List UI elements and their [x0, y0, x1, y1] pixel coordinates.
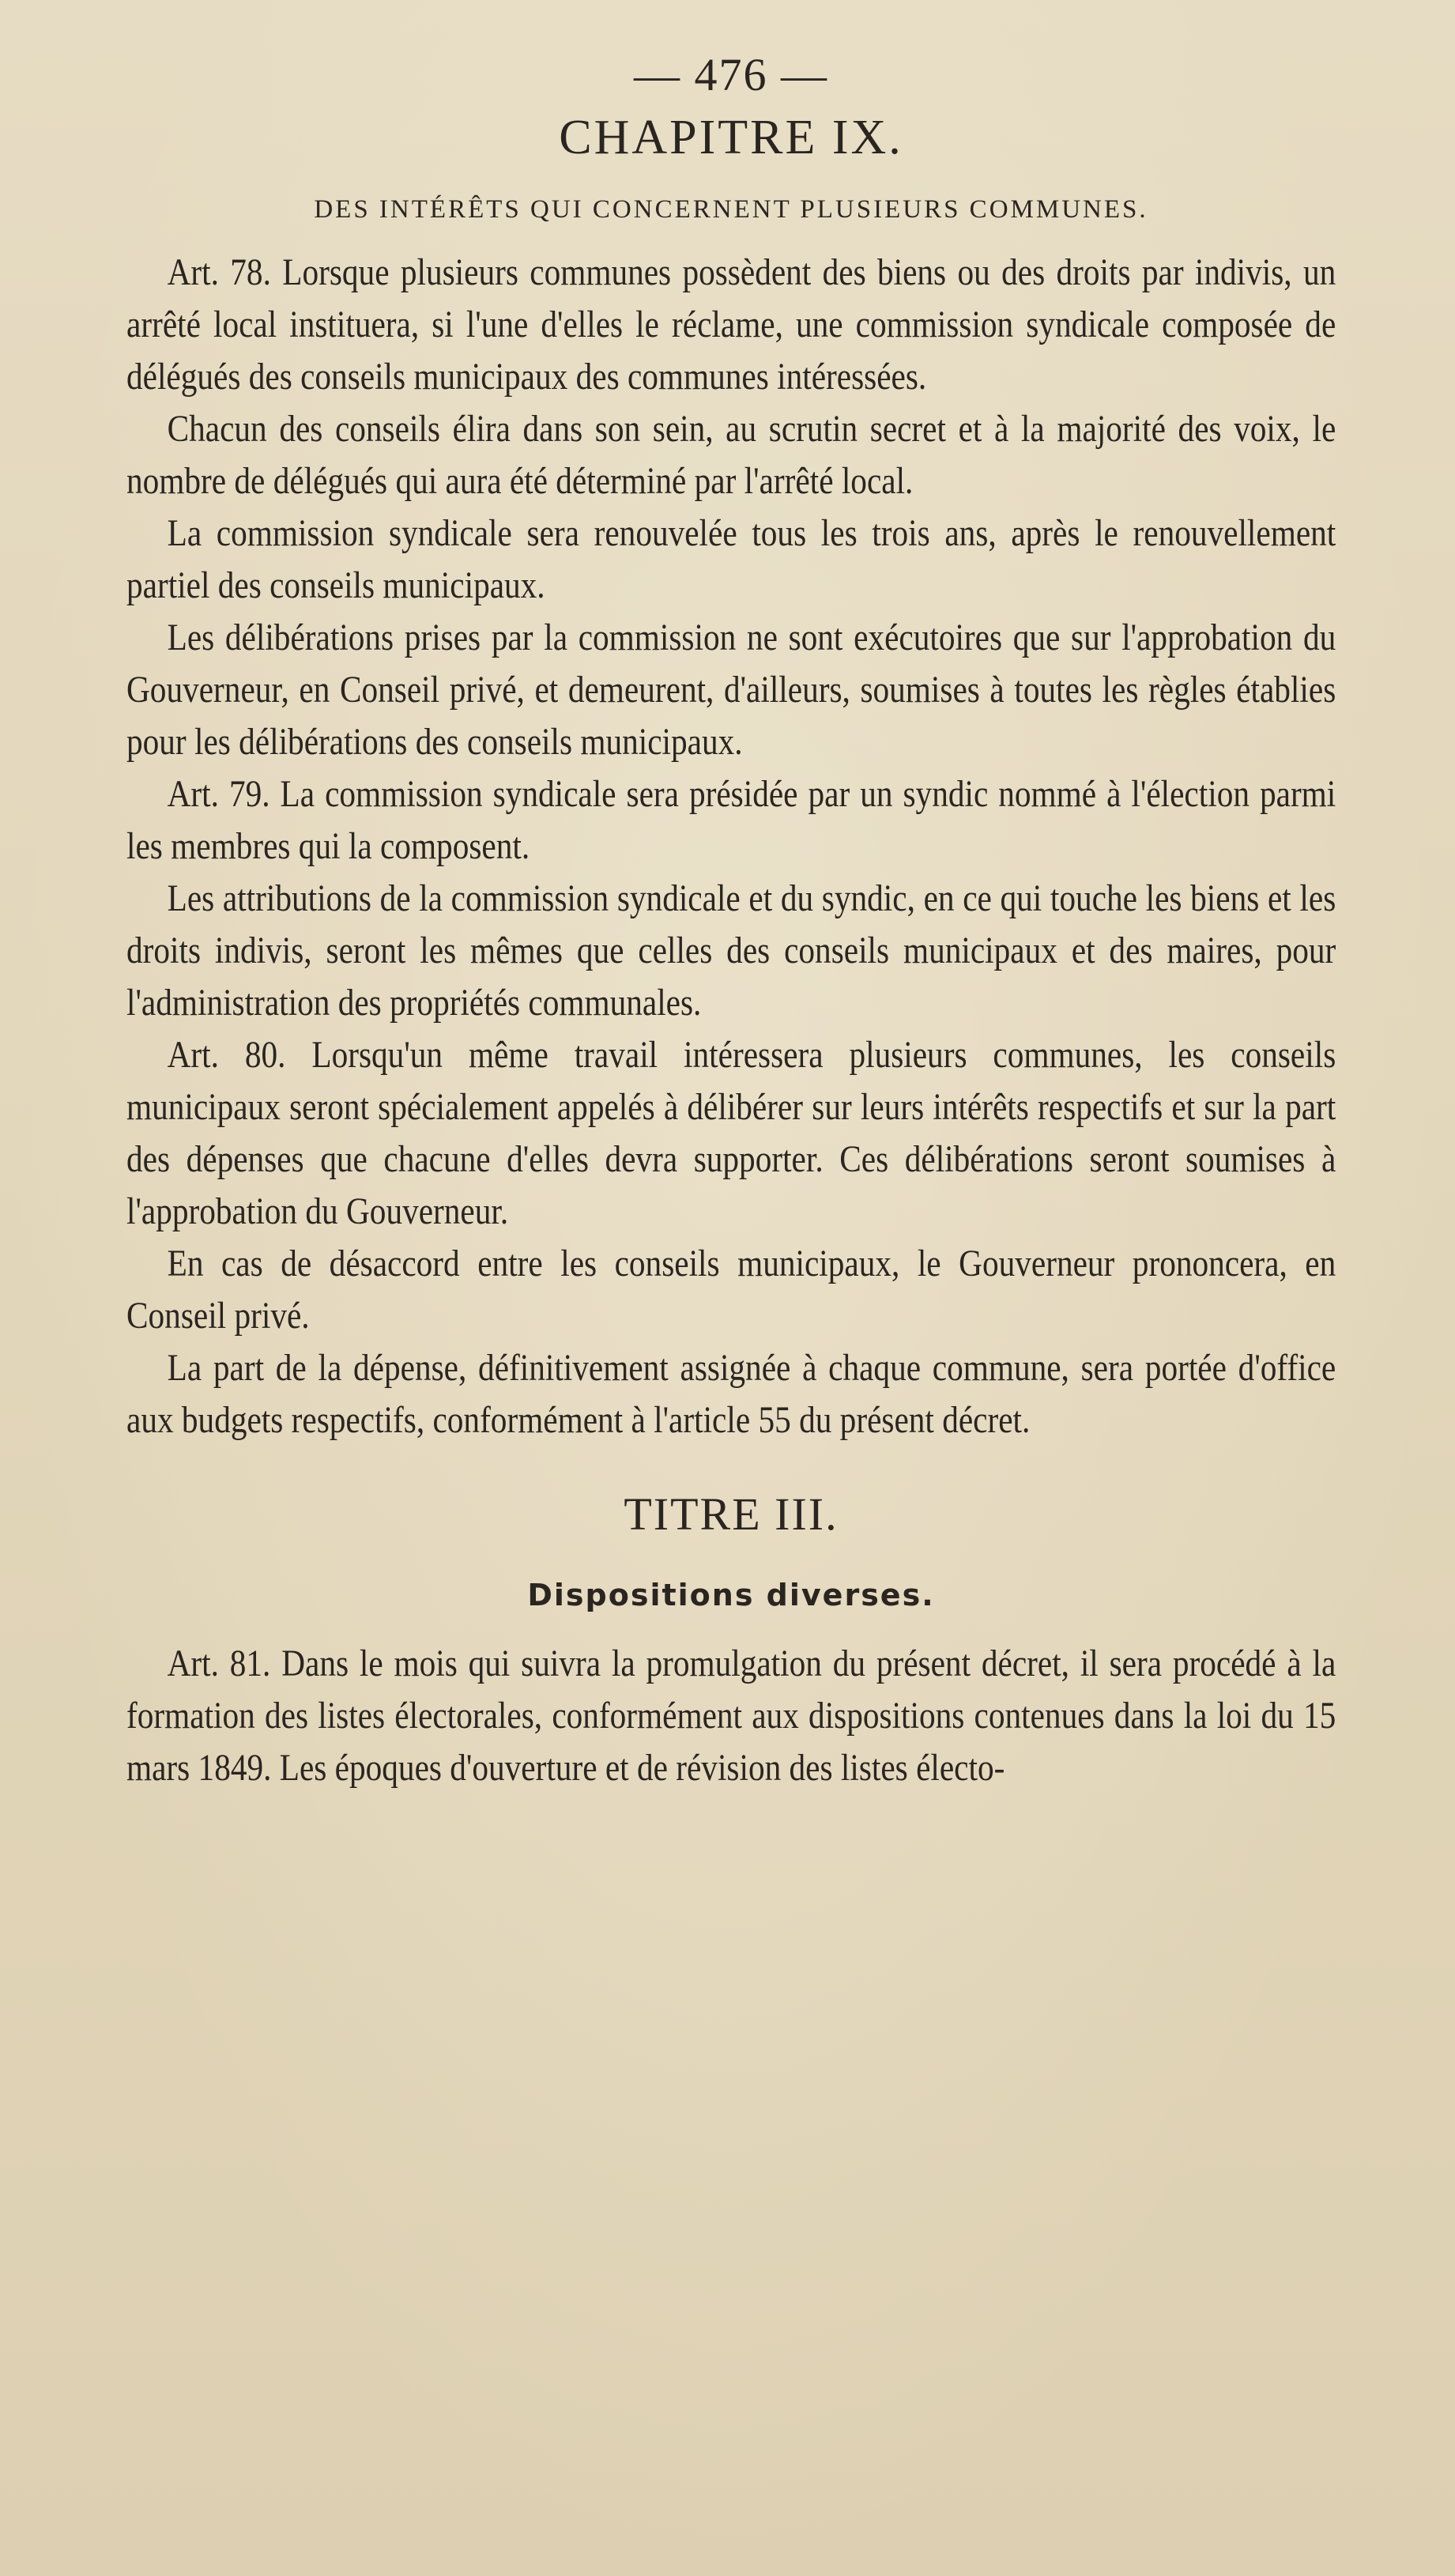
- page-number: — 476 —: [634, 49, 828, 100]
- chapter-title: CHAPITRE IX.: [559, 111, 903, 164]
- paragraph-art-80: Art. 80. Lorsqu'un même travail intéressera plusieurs communes, les conseils municipaux seront spécialement appelés à délibérer sur leurs intérêts respectifs et sur la part des dépenses que chacune d'elles devra supporter. Ces délibérations seront soumises à l'approbation du Gouverneur.: [126, 1034, 1336, 1232]
- paragraph-art-81: Art. 81. Dans le mois qui suivra la promulgation du présent décret, il sera procédé à la formation des listes électorales, conformément aux dispositions contenues dans la loi du 15 mars 1849. Les époques d'ouverture et de révision des listes électo-: [126, 1643, 1336, 1789]
- titre-title: TITRE III.: [624, 1488, 839, 1540]
- paragraph: La part de la dépense, définitivement assignée à chaque commune, sera portée d'office aux budgets respectifs, conformément à l'article 55 du présent décret.: [126, 1347, 1336, 1441]
- titre-body: [126, 1638, 1336, 1794]
- paragraph: Les attributions de la commission syndicale et du syndic, en ce qui touche les biens et les droits indivis, seront les mêmes que celles des conseils municipaux et des maires, pour l'administration des propriétés communales.: [126, 877, 1336, 1024]
- paragraph: La commission syndicale sera renouvelée tous les trois ans, après le renouvellement partiel des conseils municipaux.: [126, 512, 1336, 606]
- paragraph: En cas de désaccord entre les conseils municipaux, le Gouverneur prononcera, en Conseil privé.: [126, 1243, 1336, 1337]
- paragraph-art-78: Art. 78. Lorsque plusieurs communes possèdent des biens ou des droits par indivis, un arrêté local instituera, si l'une d'elles le réclame, une commission syndicale composée de délégués des conseils municipaux des communes intéressées.: [126, 251, 1336, 398]
- paragraph: Chacun des conseils élira dans son sein, au scrutin secret et à la majorité des voix, le nombre de délégués qui aura été déterminé par l'arrêté local.: [126, 408, 1336, 502]
- paragraph: Les délibérations prises par la commission ne sont exécutoires que sur l'approbation du Gouverneur, en Conseil privé, et demeurent, d'ailleurs, soumises à toutes les règles établies pour les délibérations des conseils municipaux.: [126, 617, 1336, 763]
- text-block: [126, 47, 1336, 1794]
- section-heading: Dispositions diverses.: [527, 1578, 935, 1612]
- chapter-body: [126, 247, 1336, 1446]
- chapter-subtitle: DES INTÉRÊTS QUI CONCERNENT PLUSIEURS COMMUNES.: [314, 195, 1148, 224]
- paragraph-art-79: Art. 79. La commission syndicale sera présidée par un syndic nommé à l'élection parmi les membres qui la composent.: [126, 773, 1336, 867]
